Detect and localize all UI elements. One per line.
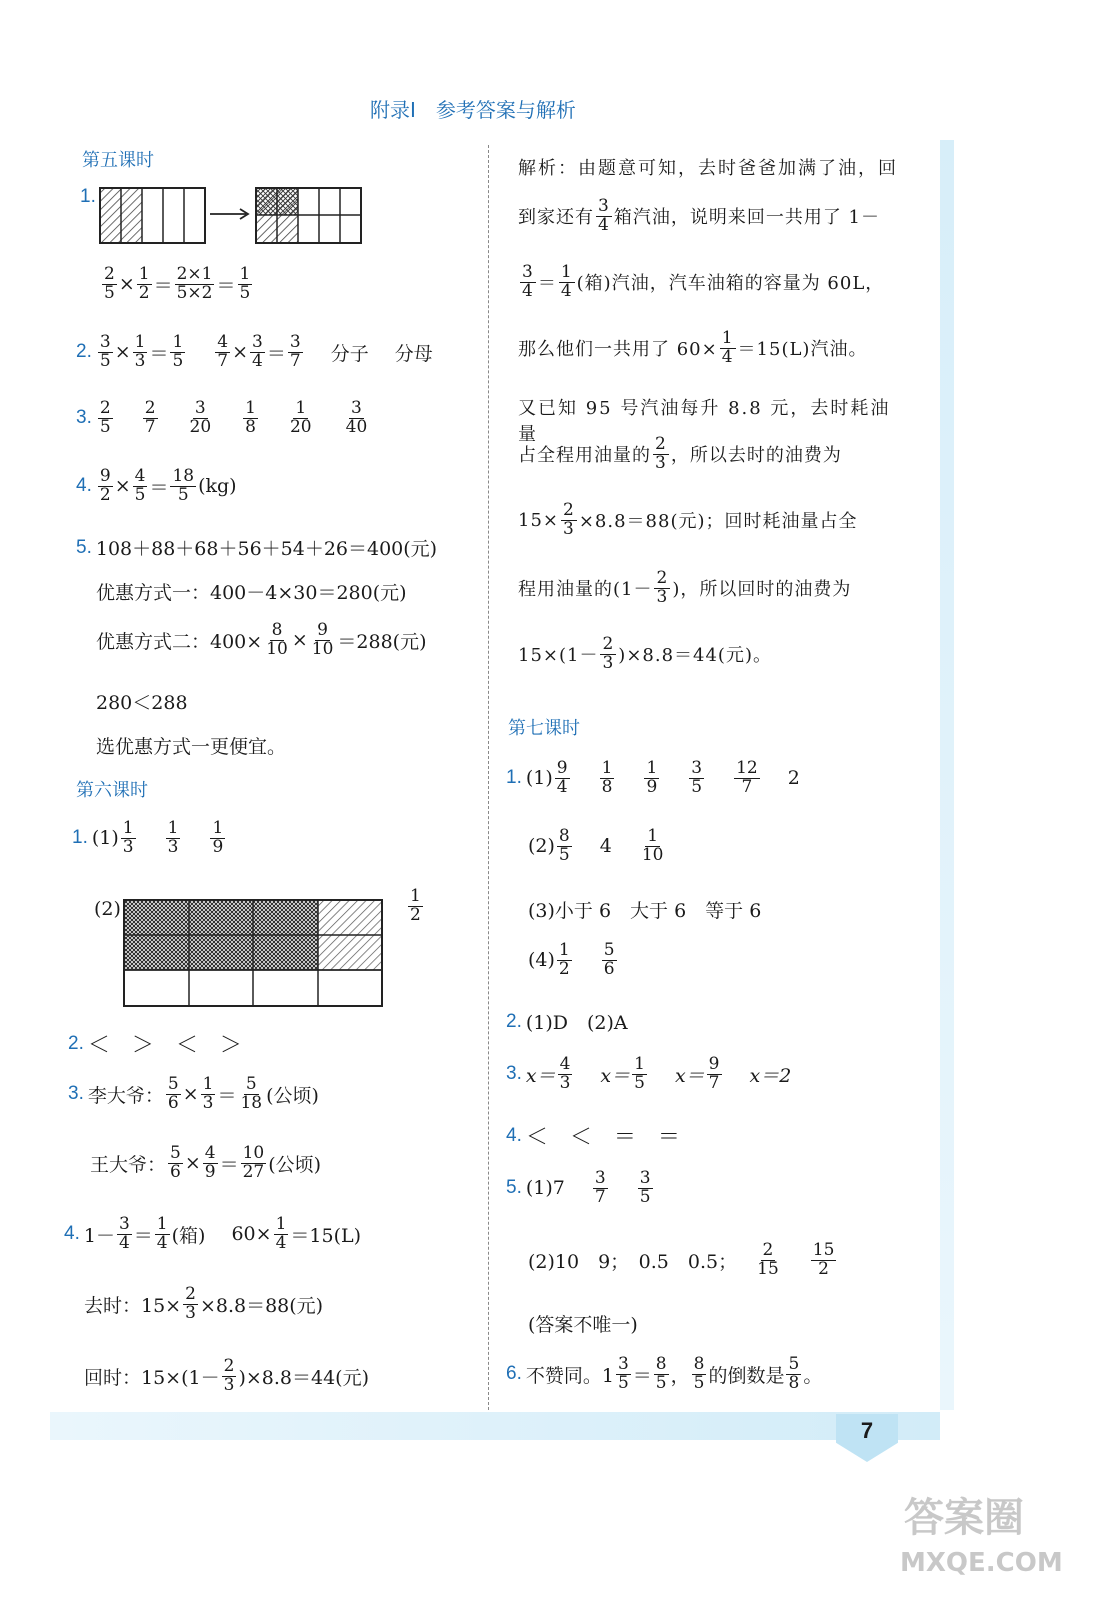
analysis-line-6: 占全程用油量的 $\frac{2}{3}$ ，所以去时的油费为 (518, 434, 842, 473)
lesson7-title: 第七课时 (508, 718, 580, 739)
l5-q5-line4: 280＜288 (96, 692, 188, 714)
l5-q1-label (80, 186, 100, 208)
l7-q5-part2: (2)10 9； 0.5 0.5； $\frac{2}{15}$ $\frac{15}{2}$ (528, 1240, 835, 1279)
watermark-url: MXQE.COM (900, 1548, 1063, 1578)
l5-q5-line2: 优惠方式一：400－4×30＝280(元) (96, 582, 407, 604)
analysis-line-8: 程用油量的(1－ $\frac{2}{3}$ )，所以回时的油费为 (518, 568, 852, 607)
question-number: 1. (80, 186, 96, 207)
column-divider (488, 145, 489, 1410)
l6-q1-figure (122, 898, 386, 1010)
watermark-logo-text: 答案圈 (904, 1495, 1024, 1541)
analysis-line-3: $\frac{3}{4}$ ＝ $\frac{1}{4}$ (箱)汽油，汽车油箱的容量为 60L， (522, 262, 885, 301)
page-footer-band (50, 1412, 940, 1440)
lesson5-title: 第五课时 (82, 150, 154, 171)
l5-q1-equation: $\frac{2}{5}$ × $\frac{1}{2}$ ＝ $\frac{2\times 1}{5\times 2}$ ＝ $\frac{1}{5}$ (104, 264, 251, 303)
fraction: $\frac{2}{5}$ (104, 264, 115, 303)
analysis-line-5: 又已知 95 号汽油每升 8.8 元，去时耗油量 (518, 398, 891, 445)
l6-q3: 3. 李大爷： $\frac{5}{6}$ × $\frac{1}{3}$ ＝ $\frac{5}{18}$ (公顷) (68, 1074, 319, 1113)
l5-q5-line3: 优惠方式二：400× $\frac{8}{10}$ × $\frac{9}{10}$ ＝288(元) (96, 620, 427, 659)
l7-q5-part3: (答案不唯一) (528, 1314, 638, 1336)
analysis-line-2: 到家还有 $\frac{3}{4}$ 箱汽油，说明来回一共用了 1－ (518, 196, 881, 235)
analysis-line-1: 解析：由题意可知，去时爸爸加满了油，回 (518, 158, 898, 179)
l6-q4-line2: 去时：15× $\frac{2}{3}$ ×8.8＝88(元) (84, 1284, 324, 1323)
l7-q3: 3. x＝ $\frac{4}{3}$ x＝ $\frac{1}{5}$ x＝ $\frac{9}{7}$ x＝2 (506, 1054, 792, 1093)
page-number: 7 (860, 1418, 874, 1443)
analysis-line-4: 那么他们一共用了 60× $\frac{1}{4}$ ＝15(L)汽油。 (518, 328, 868, 367)
analysis-line-7: 15× $\frac{2}{3}$ ×8.8＝88(元)；回时耗油量占全 (518, 500, 858, 539)
l5-q1-figure (98, 186, 368, 246)
l5-q5: 5. 108＋88＋68＋56＋54＋26＝400(元) (76, 536, 438, 560)
fraction: $\frac{1}{5}$ (239, 264, 251, 303)
l5-q3: 3. $\frac{2}{5}$ $\frac{2}{7}$ $\frac{3}{20}$ $\frac{1}{8}$ $\frac{1}{20}$ $\frac{3}{40}$ (76, 398, 368, 437)
l7-q1: 1. (1) $\frac{9}{4}$ $\frac{1}{8}$ $\frac{1}{9}$ $\frac{3}{5}$ $\frac{12}{7}$ 2 (506, 758, 800, 797)
fraction: $\frac{1}{2}$ (138, 264, 150, 303)
lesson6-title: 第六课时 (76, 780, 148, 801)
l7-q6: 6. 不赞同。1 $\frac{3}{5}$ ＝ $\frac{8}{5}$ ， $\frac{8}{5}$ 的倒数是 $\frac{5}{8}$ 。 (506, 1354, 823, 1393)
l7-q2: 2. (1)D (2)A (506, 1010, 628, 1034)
l6-q1: 1. (1) $\frac{1}{3}$ $\frac{1}{3}$ $\frac{1}{9}$ (72, 818, 224, 857)
l7-q1-part2: (2) $\frac{8}{5}$ 4 $\frac{1}{10}$ (528, 826, 664, 865)
l7-q1-part3: (3)小于 6 大于 6 等于 6 (528, 900, 762, 922)
l6-q2: 2. ＜ ＞ ＜ ＞ (68, 1032, 242, 1058)
l5-q4: 4. $\frac{9}{2}$ × $\frac{4}{5}$ ＝ $\frac{18}{5}$ (kg) (76, 466, 237, 505)
analysis-line-9: 15×(1－ $\frac{2}{3}$ )×8.8＝44(元)。 (518, 634, 772, 673)
l7-q1-part4: (4) $\frac{1}{2}$ $\frac{5}{6}$ (528, 940, 615, 979)
page-side-band (940, 140, 954, 1410)
l6-q4: 4. 1－ $\frac{3}{4}$ ＝ $\frac{1}{4}$ (箱) 60× $\frac{1}{4}$ ＝15(L) (64, 1214, 362, 1253)
l6-q4-line3: 回时：15×(1－ $\frac{2}{3}$ )×8.8＝44(元) (84, 1356, 369, 1395)
page-header-title: 附录Ⅰ 参考答案与解析 (370, 98, 576, 122)
l7-q5: 5. (1)7 $\frac{3}{7}$ $\frac{3}{5}$ (506, 1168, 651, 1207)
l5-q2: 2. $\frac{3}{5}$ × $\frac{1}{3}$ ＝ $\frac{1}{5}$ $\frac{4}{7}$ × $\frac{3}{4}$ ＝ $\frac{3}{7}$ 分子 分母 (76, 332, 433, 371)
l6-q1-part2-answer: $\frac{1}{2}$ (410, 886, 421, 925)
fraction: $\frac{2\times 1}{5\times 2}$ (176, 264, 213, 303)
l5-q5-line5: 选优惠方式一更便宜。 (96, 736, 287, 758)
l6-q3-line2: 王大爷： $\frac{5}{6}$ × $\frac{4}{9}$ ＝ $\frac{10}{27}$ (公顷) (90, 1143, 322, 1182)
l7-q4: 4. ＜ ＜ ＝ ＝ (506, 1124, 680, 1150)
l6-q1-part2-label: (2) (94, 898, 121, 920)
